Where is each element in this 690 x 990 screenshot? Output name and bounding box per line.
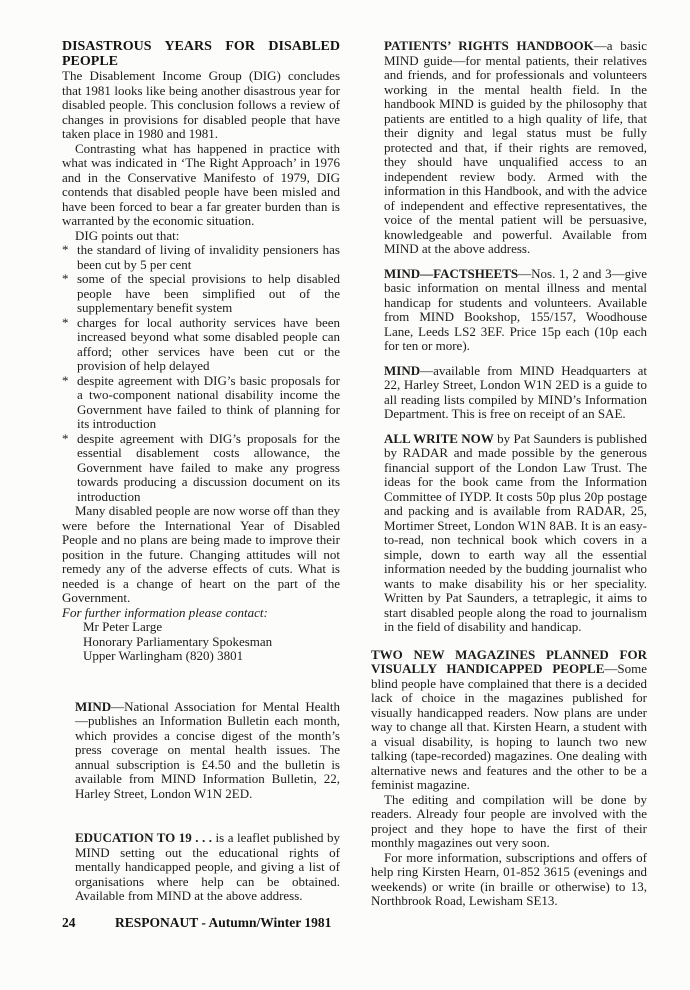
list-item: [62, 374, 340, 432]
paragraph: [384, 364, 647, 422]
list-item: [62, 316, 340, 374]
article-lead: MIND—FACTSHEETS: [384, 265, 519, 281]
article-body: —National Association for Mental Health—publishes an Information Bulletin each month, which provides a concise digest of the month’s press coverage on mental health issues. The annual subscription is £4.50 and the bulletin is available from MIND Information Bulletin, 22, Harley Street, London W1N 2ED.: [75, 698, 340, 801]
bullet-marker: *: [62, 430, 69, 446]
contact-phone: Upper Warlingham (820) 3801: [83, 648, 244, 663]
article-lead: MIND: [75, 698, 112, 714]
article-disastrous-years: [62, 39, 340, 664]
bullet-text: despite agreement with DIG’s basic proposals for a two-component national disability income the Government have failed to think of planning for its introduction: [77, 372, 340, 431]
article-body: is a leaflet published by MIND setting out the educational rights of mentally handicapped people, and giving a list of organisations where help can be obtained. Available from MIND at the above address.: [75, 830, 340, 903]
article-two-new-magazines: [371, 648, 647, 909]
article-lead: TWO NEW MAGAZINES PLANNED FOR VISUALLY HANDICAPPED PEOPLE: [371, 646, 647, 676]
article-body: —available from MIND Headquarters at 22, Harley Street, London W1N 2ED is a guide to all reading lists compiled by MIND’s Information Department. This is free on receipt of an SAE.: [384, 362, 647, 421]
paragraph: [75, 700, 340, 802]
article-lead: PATIENTS’ RIGHTS HANDBOOK: [384, 38, 594, 53]
contact-name: Mr Peter Large: [83, 619, 163, 634]
paragraph: For more information, subscriptions and offers of help ring Kirsten Hearn, 01-852 3615 (evenings and weekends) or write (in braille or otherwise) to 13, Northbrook Road, Lewisham SE13.: [371, 849, 647, 908]
paragraph: [384, 39, 647, 257]
article-body: —a basic MIND guide—for mental patients, their relatives and friends, and for professionals and volunteers working in the mental health field. In the handbook MIND is guided by the philosophy that patients are entitled to a high quality of life, that their dignity and legal status must be fully protected and that, if their rights are removed, they should have unqualified access to an independent review body. Armed with the information in this Handbook, and with the advice of independent and effective representatives, the voice of the mental patient will be persuasive, knowledgeable and powerful. Available from MIND at the above address.: [384, 38, 647, 256]
right-column: [371, 39, 647, 909]
bullet-list: [62, 243, 340, 504]
paragraph: The editing and compilation will be done by readers. Already four people are involved with the project and they hope to have the first of their monthly magazines out very soon.: [371, 791, 647, 850]
contact-role: Honorary Parliamentary Spokesman: [83, 633, 273, 649]
bullet-marker: *: [62, 271, 69, 286]
article-mind-bulletin: [75, 700, 340, 802]
contact-intro: For further information please contact:: [62, 604, 268, 620]
bullet-text: despite agreement with DIG’s proposals for the essential disablement costs allowance, the Government have failed to make any progress towards producing a discussion document on its introduction: [77, 430, 340, 504]
bullet-text: charges for local authority services have been increased beyond what some disabled people can afford; other services have been cut or the provision of help delayed: [77, 314, 340, 373]
paragraph: The Disablement Income Group (DIG) concludes that 1981 looks like being another disastrous year for disabled people. This conclusion follows a review of changes in provisions for disabled people that have taken place in 1980 and 1981.: [62, 68, 340, 141]
list-item: [62, 272, 340, 316]
journal-title: RESPONAUT - Autumn/Winter 1981: [115, 915, 332, 930]
article-body: —Some blind people have complained that there is a decided lack of choice in the magazines published for visually handicapped readers. Now plans are under way to change all that. Kirsten Hearn, a student with a visual disability, is hoping to launch two new talking (tape-recorded) magazines. One dealing with alternative news and features and the other to be a feminist magazine.: [371, 661, 647, 792]
bullet-marker: *: [62, 314, 69, 330]
paragraph: [75, 831, 340, 904]
article-body: by Pat Saunders is published by RADAR and made possible by the generous financial support of the London Law Trust. The ideas for the book came from the Information Committee of IYDP. It costs 50p plus 20p postage and packing and is available from RADAR, 25, Mortimer Street, London W1N 8AB. It is an easy-to-read, non technical book which covers in a simple, down to earth way all the essential information needed by the budding journalist who wants to make disability his or her speciality. Written by Pat Saunders, a tetraplegic, it aims to start disabled people along the road to journalism in the field of disability and handicap.: [384, 430, 647, 634]
page-number: 24: [62, 915, 76, 930]
bullet-marker: *: [62, 372, 69, 388]
paragraph: [384, 432, 647, 635]
bullet-text: the standard of living of invalidity pensioners has been cut by 5 per cent: [77, 242, 340, 272]
paragraph: DIG points out that:: [75, 227, 180, 243]
list-item: [62, 243, 340, 272]
paragraph: Contrasting what has happened in practice with what was indicated in ‘The Right Approach’ in 1976 and in the Conservative Manifesto of 1979, DIG contends that disabled people have been misled and have been forced to bear a far greater burden than is warranted by the economic situation.: [62, 140, 340, 228]
bullet-text: some of the special provisions to help disabled people have been simplified out of the supplementary benefit system: [77, 271, 340, 315]
article-heading: DISASTROUS YEARS FOR DISABLED PEOPLE: [62, 39, 340, 69]
left-column: [62, 39, 340, 904]
article-mind-reading-lists: [384, 364, 647, 422]
article-lead: MIND: [384, 362, 421, 378]
paragraph: [371, 648, 647, 793]
article-body: —Nos. 1, 2 and 3—give basic information on mental illness and mental handicap for students and volunteers. Available from MIND Bookshop, 155/157, Woodhouse Lane, Leeds LS2 3EF. Price 15p each (10p each for ten or more).: [384, 265, 647, 353]
article-lead: EDUCATION TO 19 . . .: [75, 830, 213, 845]
paragraph: Many disabled people are now worse off than they were before the International Year of Disabled People and no plans are being made to improve their position in the future. Changing attitudes will not remedy any of the adverse effects of cuts. What is needed is a change of heart on the part of the Government.: [62, 503, 340, 605]
bullet-marker: *: [62, 242, 69, 257]
article-lead: ALL WRITE NOW: [384, 430, 494, 446]
list-item: [62, 432, 340, 505]
article-all-write-now: [384, 432, 647, 635]
article-education-to-19: [75, 831, 340, 904]
article-mind-factsheets: [384, 267, 647, 354]
article-patients-rights-handbook: [384, 39, 647, 257]
page-footer: [62, 916, 482, 931]
paragraph: [384, 267, 647, 354]
